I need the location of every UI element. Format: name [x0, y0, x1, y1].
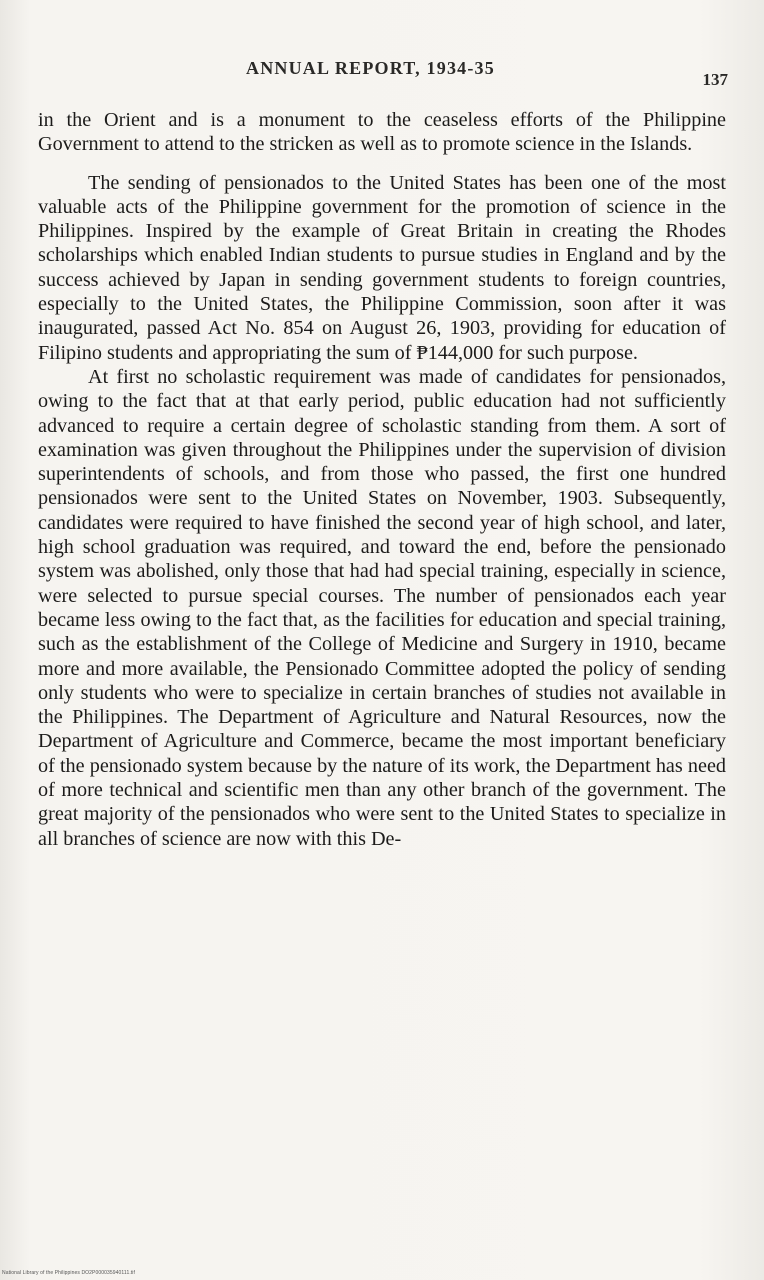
- page-number: 137: [702, 70, 728, 89]
- paragraph-scholastic-requirements: At first no scholastic requirement was made of candidates for pensionados, owing to the fact that at that early period, public education had not sufficiently advanced to require a certain degree of scholastic standing from them. A sort of examination was given throughout the Philippines under the supervision of division superintendents of schools, and from those who passed, the first one hundred pensionados were sent to the United States on November, 1903. Subsequently, candidates were required to have finished the second year of high school, and later, high school graduation was required, and toward the end, before the pensionado system was abolished, only those that had had special training, especially in science, were selected to pursue special courses. The number of pensionados each year became less owing to the fact that, as the facilities for education and special training, such as the establishment of the College of Medicine and Surgery in 1910, became more and more available, the Pensionado Committee adopted the policy of sending only students who were to specialize in certain branches of studies not available in the Philippines. The Department of Agriculture and Natural Resources, now the Department of Agriculture and Commerce, became the most important beneficiary of the pensionado system because by the nature of its work, the Department has need of more technical and scientific men than any other branch of the government. The great majority of the pensionados who were sent to the United States to specialize in all branches of science are now with this De-: [38, 365, 726, 850]
- page-header: [36, 58, 736, 88]
- body-text: [38, 108, 726, 851]
- paragraph-continuation: in the Orient and is a monument to the ceaseless efforts of the Philippine Government to attend to the stricken as well as to promote science in the Islands.: [38, 109, 726, 156]
- running-title: ANNUAL REPORT, 1934-35: [246, 58, 495, 78]
- paragraph-pensionados-intro: The sending of pensionados to the United States has been one of the most valuable acts of the Philippine government for the promotion of science in the Philippines. Inspired by the example of Great Britain in creating the Rhodes scholarships which enabled Indian students to pursue studies in England and by the success achieved by Japan in sending government students to foreign countries, especially to the United States, the Philippine Commission, soon after it was inaugurated, passed Act No. 854 on August 26, 1903, providing for education of Filipino students and appropriating the sum of ₱144,000 for such purpose.: [38, 171, 726, 364]
- scan-credit: National Library of the Philippines DO2P000035940111.tif: [2, 1270, 135, 1276]
